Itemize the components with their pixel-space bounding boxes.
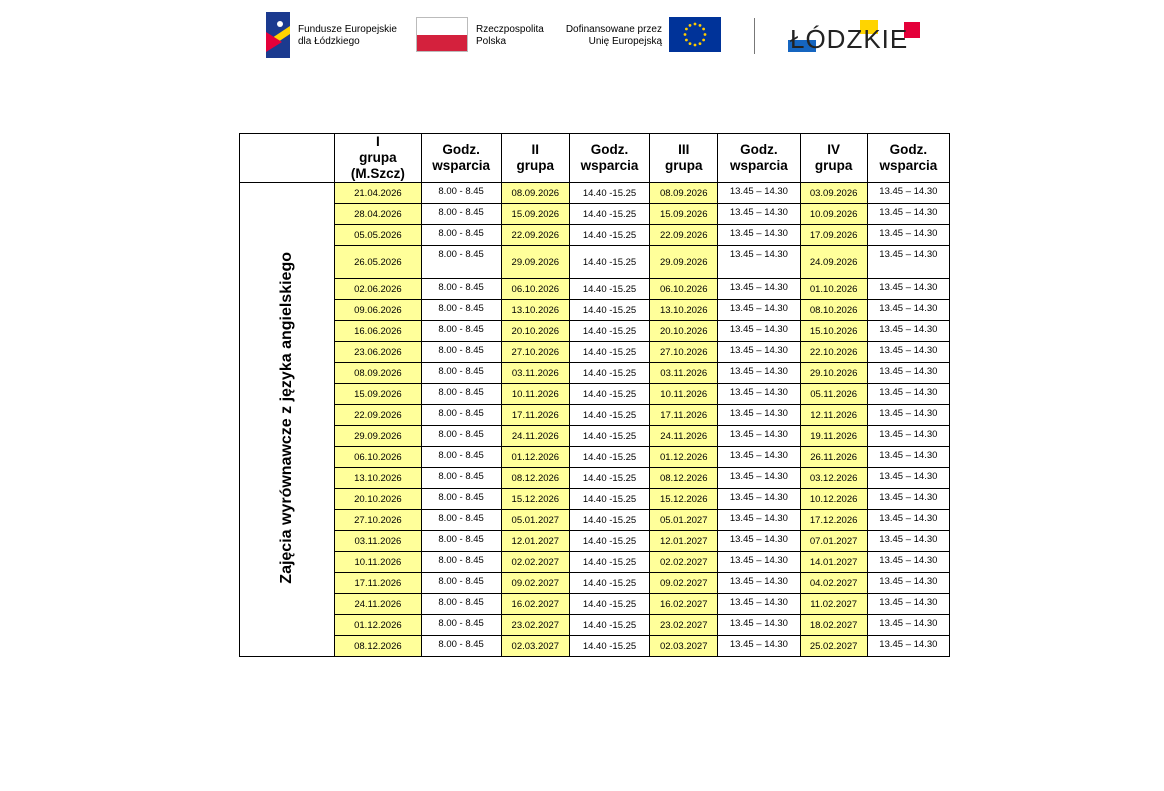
date-cell: 24.11.2026	[335, 594, 421, 615]
date-cell: 14.01.2027	[800, 552, 867, 573]
table-row	[240, 426, 950, 447]
hours-cell: 13.45 – 14.30	[718, 342, 800, 363]
date-cell: 13.10.2026	[335, 468, 421, 489]
date-cell: 08.12.2026	[335, 636, 421, 657]
date-cell: 10.11.2026	[501, 384, 569, 405]
lodzkie-logo	[786, 16, 922, 58]
hours-cell: 14.40 -15.25	[569, 468, 649, 489]
hours-cell: 13.45 – 14.30	[718, 510, 800, 531]
hours-cell: 13.45 – 14.30	[867, 531, 949, 552]
table-row	[240, 636, 950, 657]
hours-cell: 14.40 -15.25	[569, 363, 649, 384]
date-cell: 26.11.2026	[800, 447, 867, 468]
hours-cell: 13.45 – 14.30	[867, 204, 949, 225]
date-cell: 06.10.2026	[501, 279, 569, 300]
table-row	[240, 363, 950, 384]
hours-cell: 13.45 – 14.30	[718, 246, 800, 279]
table-row	[240, 246, 950, 279]
hours-cell: 14.40 -15.25	[569, 225, 649, 246]
logo2-line2: Polska	[476, 36, 507, 47]
hours-cell: 8.00 - 8.45	[421, 552, 501, 573]
table-row	[240, 447, 950, 468]
hours-cell: 14.40 -15.25	[569, 384, 649, 405]
date-cell: 02.03.2027	[501, 636, 569, 657]
date-cell: 13.10.2026	[501, 300, 569, 321]
date-cell: 03.11.2026	[501, 363, 569, 384]
logo-divider	[754, 18, 755, 54]
date-cell: 29.09.2026	[501, 246, 569, 279]
date-cell: 17.09.2026	[800, 225, 867, 246]
hours-cell: 13.45 – 14.30	[718, 636, 800, 657]
hours-cell: 14.40 -15.25	[569, 405, 649, 426]
hours-cell: 14.40 -15.25	[569, 246, 649, 279]
hours-cell: 8.00 - 8.45	[421, 225, 501, 246]
hours-cell: 14.40 -15.25	[569, 426, 649, 447]
hours-cell: 13.45 – 14.30	[718, 204, 800, 225]
date-cell: 08.09.2026	[650, 183, 718, 204]
hours-cell: 13.45 – 14.30	[867, 594, 949, 615]
hours-cell: 13.45 – 14.30	[867, 489, 949, 510]
date-cell: 13.10.2026	[650, 300, 718, 321]
table-row	[240, 384, 950, 405]
hours-cell: 13.45 – 14.30	[867, 225, 949, 246]
hours-cell: 13.45 – 14.30	[867, 447, 949, 468]
date-cell: 22.09.2026	[501, 225, 569, 246]
date-cell: 09.02.2027	[501, 573, 569, 594]
hours-cell: 14.40 -15.25	[569, 321, 649, 342]
hours-cell: 13.45 – 14.30	[867, 573, 949, 594]
date-cell: 16.02.2027	[501, 594, 569, 615]
date-cell: 15.09.2026	[650, 204, 718, 225]
hours-cell: 13.45 – 14.30	[718, 447, 800, 468]
fe-flag-icon	[264, 12, 294, 58]
date-cell: 20.10.2026	[501, 321, 569, 342]
date-cell: 08.12.2026	[650, 468, 718, 489]
hours-cell: 13.45 – 14.30	[718, 300, 800, 321]
date-cell: 03.11.2026	[650, 363, 718, 384]
date-cell: 27.10.2026	[335, 510, 421, 531]
date-cell: 29.09.2026	[335, 426, 421, 447]
side-label: Zajęcia wyrównawcze z języka angielskiego	[278, 252, 296, 584]
date-cell: 08.09.2026	[501, 183, 569, 204]
logo2-line1: Rzeczpospolita	[476, 24, 544, 35]
date-cell: 11.02.2027	[800, 594, 867, 615]
date-cell: 05.01.2027	[650, 510, 718, 531]
table-row	[240, 204, 950, 225]
date-cell: 06.10.2026	[650, 279, 718, 300]
hours-cell: 13.45 – 14.30	[867, 615, 949, 636]
header-group-2: II grupa	[501, 134, 569, 183]
schedule-table	[239, 133, 950, 657]
hours-cell: 8.00 - 8.45	[421, 510, 501, 531]
hours-cell: 8.00 - 8.45	[421, 531, 501, 552]
date-cell: 10.09.2026	[800, 204, 867, 225]
hours-cell: 13.45 – 14.30	[718, 489, 800, 510]
table-row	[240, 510, 950, 531]
hours-cell: 13.45 – 14.30	[867, 321, 949, 342]
table-header-row	[240, 134, 950, 183]
hours-cell: 8.00 - 8.45	[421, 279, 501, 300]
date-cell: 29.09.2026	[650, 246, 718, 279]
side-label-cell	[240, 183, 335, 657]
date-cell: 29.10.2026	[800, 363, 867, 384]
hours-cell: 13.45 – 14.30	[867, 363, 949, 384]
date-cell: 05.11.2026	[800, 384, 867, 405]
hours-cell: 13.45 – 14.30	[718, 183, 800, 204]
date-cell: 28.04.2026	[335, 204, 421, 225]
date-cell: 09.02.2027	[650, 573, 718, 594]
hours-cell: 13.45 – 14.30	[867, 405, 949, 426]
hours-cell: 8.00 - 8.45	[421, 615, 501, 636]
date-cell: 16.06.2026	[335, 321, 421, 342]
date-cell: 08.09.2026	[335, 363, 421, 384]
table-row	[240, 594, 950, 615]
hours-cell: 8.00 - 8.45	[421, 573, 501, 594]
date-cell: 04.02.2027	[800, 573, 867, 594]
hours-cell: 13.45 – 14.30	[867, 426, 949, 447]
hours-cell: 13.45 – 14.30	[718, 384, 800, 405]
hours-cell: 8.00 - 8.45	[421, 321, 501, 342]
date-cell: 26.05.2026	[335, 246, 421, 279]
hours-cell: 13.45 – 14.30	[867, 279, 949, 300]
logo1-line1: Fundusze Europejskie	[298, 24, 397, 35]
hours-cell: 14.40 -15.25	[569, 552, 649, 573]
poland-flag-icon	[416, 17, 468, 52]
date-cell: 22.10.2026	[800, 342, 867, 363]
date-cell: 01.12.2026	[335, 615, 421, 636]
date-cell: 15.12.2026	[650, 489, 718, 510]
date-cell: 12.01.2027	[650, 531, 718, 552]
hours-cell: 13.45 – 14.30	[867, 384, 949, 405]
date-cell: 03.12.2026	[800, 468, 867, 489]
table-row	[240, 300, 950, 321]
hours-cell: 13.45 – 14.30	[718, 426, 800, 447]
header-group-1: I grupa (M.Szcz)	[335, 134, 421, 183]
table-row	[240, 489, 950, 510]
date-cell: 20.10.2026	[650, 321, 718, 342]
date-cell: 17.11.2026	[335, 573, 421, 594]
header-logos	[264, 10, 924, 60]
date-cell: 02.02.2027	[501, 552, 569, 573]
hours-cell: 13.45 – 14.30	[867, 246, 949, 279]
date-cell: 02.03.2027	[650, 636, 718, 657]
hours-cell: 14.40 -15.25	[569, 447, 649, 468]
date-cell: 10.11.2026	[335, 552, 421, 573]
hours-cell: 14.40 -15.25	[569, 510, 649, 531]
date-cell: 15.09.2026	[335, 384, 421, 405]
table-row	[240, 342, 950, 363]
hours-cell: 14.40 -15.25	[569, 573, 649, 594]
date-cell: 17.11.2026	[501, 405, 569, 426]
header-hours-4: Godz. wsparcia	[867, 134, 949, 183]
hours-cell: 13.45 – 14.30	[867, 636, 949, 657]
table-row	[240, 468, 950, 489]
eu-flag-icon	[669, 17, 721, 52]
hours-cell: 8.00 - 8.45	[421, 594, 501, 615]
hours-cell: 13.45 – 14.30	[718, 594, 800, 615]
hours-cell: 13.45 – 14.30	[718, 531, 800, 552]
header-group-4: IV grupa	[800, 134, 867, 183]
date-cell: 27.10.2026	[650, 342, 718, 363]
hours-cell: 8.00 - 8.45	[421, 636, 501, 657]
table-row	[240, 531, 950, 552]
hours-cell: 13.45 – 14.30	[867, 342, 949, 363]
hours-cell: 13.45 – 14.30	[867, 552, 949, 573]
hours-cell: 14.40 -15.25	[569, 342, 649, 363]
hours-cell: 14.40 -15.25	[569, 204, 649, 225]
date-cell: 18.02.2027	[800, 615, 867, 636]
logo3-line1: Dofinansowane przez	[565, 24, 662, 35]
logo1-line2: dla Łódzkiego	[298, 36, 360, 47]
header-group-3: III grupa	[650, 134, 718, 183]
lodzkie-wordmark: ŁÓDZKIE	[790, 24, 909, 54]
hours-cell: 13.45 – 14.30	[867, 300, 949, 321]
date-cell: 20.10.2026	[335, 489, 421, 510]
date-cell: 06.10.2026	[335, 447, 421, 468]
hours-cell: 8.00 - 8.45	[421, 183, 501, 204]
date-cell: 10.12.2026	[800, 489, 867, 510]
date-cell: 24.09.2026	[800, 246, 867, 279]
hours-cell: 8.00 - 8.45	[421, 246, 501, 279]
date-cell: 03.11.2026	[335, 531, 421, 552]
date-cell: 24.11.2026	[650, 426, 718, 447]
date-cell: 01.12.2026	[650, 447, 718, 468]
hours-cell: 14.40 -15.25	[569, 594, 649, 615]
header-blank-cell	[240, 134, 335, 183]
date-cell: 15.12.2026	[501, 489, 569, 510]
date-cell: 15.10.2026	[800, 321, 867, 342]
hours-cell: 8.00 - 8.45	[421, 426, 501, 447]
date-cell: 23.02.2027	[650, 615, 718, 636]
date-cell: 17.11.2026	[650, 405, 718, 426]
hours-cell: 13.45 – 14.30	[718, 615, 800, 636]
date-cell: 12.11.2026	[800, 405, 867, 426]
hours-cell: 13.45 – 14.30	[718, 279, 800, 300]
date-cell: 23.06.2026	[335, 342, 421, 363]
hours-cell: 8.00 - 8.45	[421, 204, 501, 225]
date-cell: 24.11.2026	[501, 426, 569, 447]
hours-cell: 14.40 -15.25	[569, 489, 649, 510]
table-row	[240, 405, 950, 426]
hours-cell: 8.00 - 8.45	[421, 405, 501, 426]
hours-cell: 8.00 - 8.45	[421, 468, 501, 489]
date-cell: 15.09.2026	[501, 204, 569, 225]
hours-cell: 14.40 -15.25	[569, 531, 649, 552]
table-row	[240, 225, 950, 246]
fundusze-europejskie-logo	[264, 12, 404, 58]
date-cell: 25.02.2027	[800, 636, 867, 657]
hours-cell: 13.45 – 14.30	[718, 321, 800, 342]
date-cell: 22.09.2026	[650, 225, 718, 246]
date-cell: 19.11.2026	[800, 426, 867, 447]
hours-cell: 8.00 - 8.45	[421, 342, 501, 363]
hours-cell: 14.40 -15.25	[569, 615, 649, 636]
date-cell: 17.12.2026	[800, 510, 867, 531]
hours-cell: 13.45 – 14.30	[718, 552, 800, 573]
date-cell: 05.01.2027	[501, 510, 569, 531]
rzeczpospolita-polska-logo	[416, 10, 556, 56]
table-row	[240, 321, 950, 342]
hours-cell: 14.40 -15.25	[569, 279, 649, 300]
table-row	[240, 183, 950, 204]
hours-cell: 8.00 - 8.45	[421, 447, 501, 468]
date-cell: 07.01.2027	[800, 531, 867, 552]
date-cell: 10.11.2026	[650, 384, 718, 405]
hours-cell: 8.00 - 8.45	[421, 300, 501, 321]
hours-cell: 13.45 – 14.30	[867, 183, 949, 204]
date-cell: 01.12.2026	[501, 447, 569, 468]
table-row	[240, 573, 950, 594]
hours-cell: 14.40 -15.25	[569, 636, 649, 657]
hours-cell: 14.40 -15.25	[569, 300, 649, 321]
date-cell: 05.05.2026	[335, 225, 421, 246]
date-cell: 08.12.2026	[501, 468, 569, 489]
date-cell: 08.10.2026	[800, 300, 867, 321]
date-cell: 02.02.2027	[650, 552, 718, 573]
header-hours-1: Godz. wsparcia	[421, 134, 501, 183]
date-cell: 21.04.2026	[335, 183, 421, 204]
hours-cell: 13.45 – 14.30	[718, 468, 800, 489]
eu-cofinanced-logo	[564, 10, 724, 56]
logo3-line2: Unię Europejską	[588, 36, 662, 47]
hours-cell: 8.00 - 8.45	[421, 489, 501, 510]
table-row	[240, 615, 950, 636]
date-cell: 16.02.2027	[650, 594, 718, 615]
header-hours-2: Godz. wsparcia	[569, 134, 649, 183]
date-cell: 22.09.2026	[335, 405, 421, 426]
hours-cell: 8.00 - 8.45	[421, 363, 501, 384]
date-cell: 09.06.2026	[335, 300, 421, 321]
hours-cell: 13.45 – 14.30	[867, 510, 949, 531]
hours-cell: 13.45 – 14.30	[718, 363, 800, 384]
table-row	[240, 552, 950, 573]
date-cell: 03.09.2026	[800, 183, 867, 204]
date-cell: 02.06.2026	[335, 279, 421, 300]
date-cell: 12.01.2027	[501, 531, 569, 552]
hours-cell: 14.40 -15.25	[569, 183, 649, 204]
date-cell: 27.10.2026	[501, 342, 569, 363]
date-cell: 01.10.2026	[800, 279, 867, 300]
hours-cell: 13.45 – 14.30	[718, 573, 800, 594]
date-cell: 23.02.2027	[501, 615, 569, 636]
hours-cell: 13.45 – 14.30	[718, 405, 800, 426]
table-row	[240, 279, 950, 300]
hours-cell: 8.00 - 8.45	[421, 384, 501, 405]
hours-cell: 13.45 – 14.30	[867, 468, 949, 489]
header-hours-3: Godz. wsparcia	[718, 134, 800, 183]
hours-cell: 13.45 – 14.30	[718, 225, 800, 246]
